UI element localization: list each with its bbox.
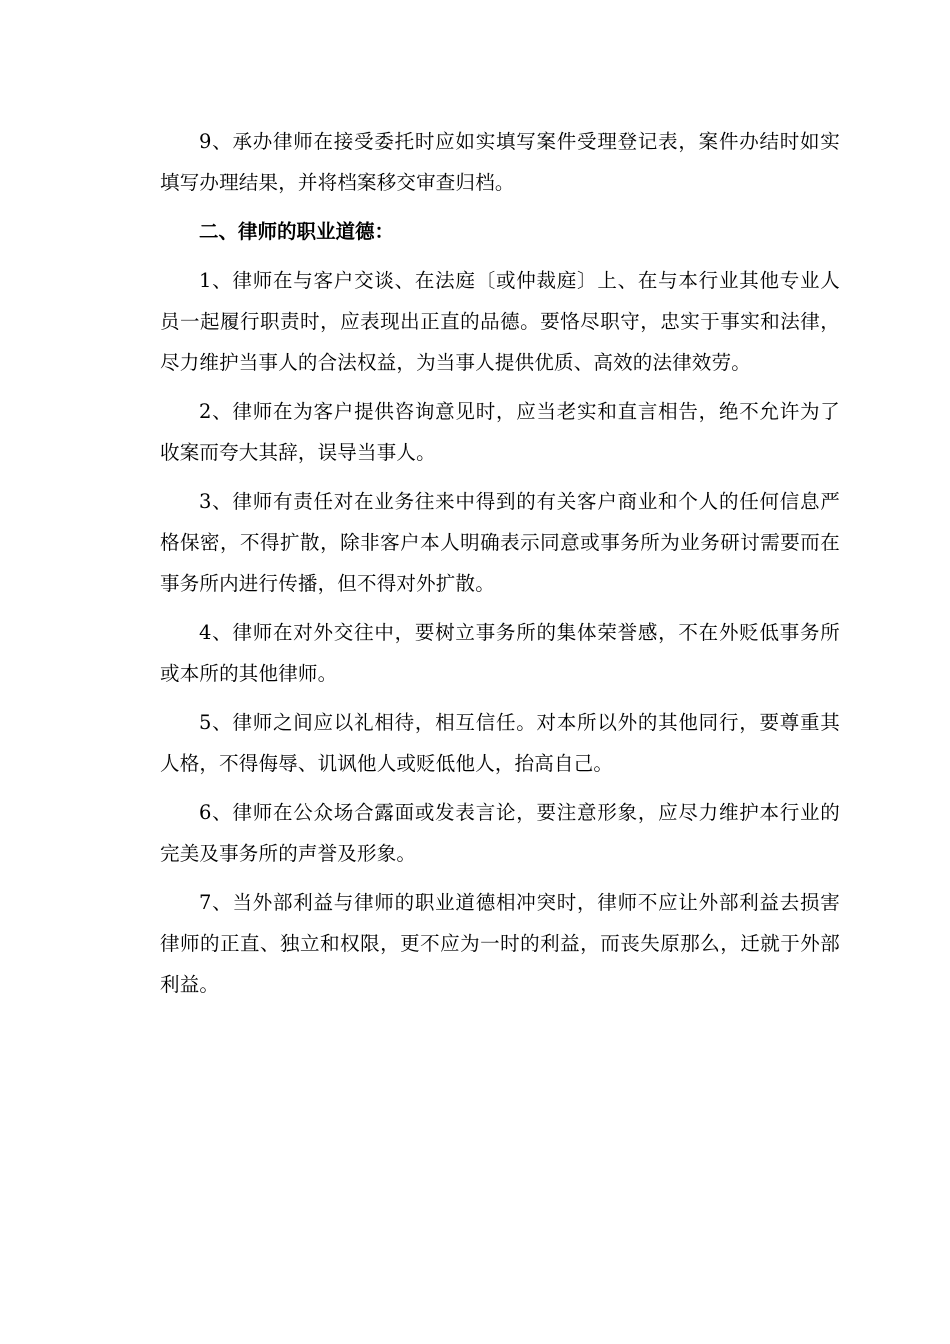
paragraph-ethics-6: 6、律师在公众场合露面或发表言论，要注意形象，应尽力维护本行业的完美及事务所的声誉及形象。 xyxy=(160,801,840,865)
section-heading-professional-ethics: 二、律师的职业道德： xyxy=(199,220,395,243)
paragraph-ethics-7: 7、当外部利益与律师的职业道德相冲突时，律师不应让外部利益去损害律师的正直、独立和权限，更不应为一时的利益，而丧失原那么，迁就于外部利益。 xyxy=(160,891,840,996)
paragraph-ethics-4: 4、律师在对外交往中，要树立事务所的集体荣誉感，不在外贬低事务所或本所的其他律师。 xyxy=(160,621,840,685)
paragraph-rule-9: 9、承办律师在接受委托时应如实填写案件受理登记表，案件办结时如实填写办理结果，并将档案移交审查归档。 xyxy=(160,130,840,194)
document-body xyxy=(160,121,840,1013)
paragraph-ethics-5: 5、律师之间应以礼相待，相互信任。对本所以外的其他同行，要尊重其人格，不得侮辱、讥讽他人或贬低他人，抬高自己。 xyxy=(160,711,840,775)
paragraph-ethics-3: 3、律师有责任对在业务往来中得到的有关客户商业和个人的任何信息严格保密，不得扩散，除非客户本人明确表示同意或事务所为业务研讨需要而在事务所内进行传播，但不得对外扩散。 xyxy=(160,490,840,595)
paragraph-ethics-2: 2、律师在为客户提供咨询意见时，应当老实和直言相告，绝不允许为了收案而夸大其辞，误导当事人。 xyxy=(160,400,840,464)
paragraph-ethics-1: 1、律师在与客户交谈、在法庭〔或仲裁庭〕上、在与本行业其他专业人员一起履行职责时，应表现出正直的品德。要恪尽职守，忠实于事实和法律，尽力维护当事人的合法权益，为当事人提供优质、高效的法律效劳。 xyxy=(160,269,840,374)
